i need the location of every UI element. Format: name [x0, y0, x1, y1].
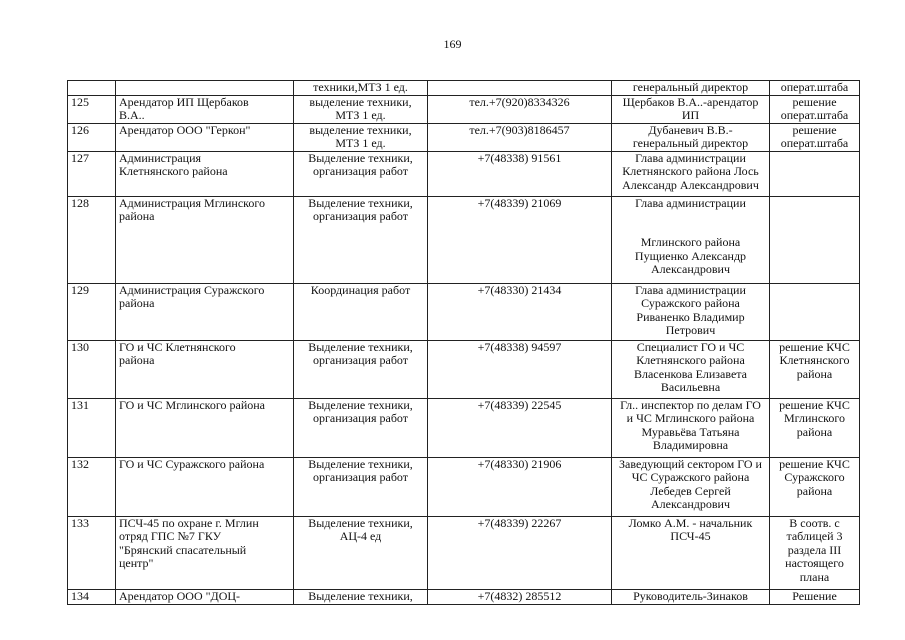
cell-line: центр" — [119, 556, 154, 570]
cell-organization — [116, 151, 294, 196]
cell-line: ПСЧ-45 — [670, 529, 711, 543]
cell-line: ГО и ЧС Мглинского района — [119, 398, 266, 412]
cell-phone — [428, 457, 612, 516]
cell-line: района — [119, 209, 155, 223]
cell-text: +7(48339) 22267 — [477, 516, 562, 530]
cell-responsible — [612, 516, 770, 589]
cell-responsible — [612, 457, 770, 516]
cell-line: выделение техники, — [309, 95, 412, 109]
cell-phone — [428, 95, 612, 123]
cell-line: ГО и ЧС Клетнянского — [119, 340, 236, 354]
cell-number — [68, 123, 116, 151]
cell-responsible — [612, 123, 770, 151]
cell-line: района — [796, 424, 833, 439]
cell-line: Выделение техники, — [308, 151, 413, 165]
cell-text: +7(48339) 21069 — [477, 196, 562, 210]
cell-line: решение КЧС — [779, 340, 850, 354]
cell-basis — [770, 123, 860, 151]
cell-line — [773, 284, 856, 297]
cell-work-type — [294, 123, 428, 151]
cell-text: +7(48338) 94597 — [477, 340, 562, 354]
cell-number — [68, 398, 116, 457]
cell-work-type — [294, 457, 428, 516]
cell-responsible — [612, 151, 770, 196]
cell-organization — [116, 81, 294, 96]
cell-line: Александрович — [651, 262, 730, 276]
cell-line: района — [119, 353, 155, 367]
cell-organization — [116, 340, 294, 398]
cell-work-type — [294, 589, 428, 604]
cell-line: Специалист ГО и ЧС — [636, 340, 745, 354]
cell-line: Администрация Мглинского — [119, 196, 266, 210]
cell-line: района — [796, 366, 833, 381]
cell-basis — [770, 283, 860, 340]
cell-line: Власенкова Елизавета — [633, 366, 748, 381]
cell-phone — [428, 589, 612, 604]
cell-line: организация работ — [312, 209, 409, 223]
cell-basis — [770, 151, 860, 196]
cell-text: +7(48330) 21434 — [477, 283, 562, 297]
cell-text: +7(4832) 285512 — [477, 589, 562, 603]
cell-line: решение КЧС — [779, 398, 850, 412]
cell-line: Выделение техники, — [308, 398, 413, 412]
cell-line: Гл.. инспектор по делам ГО — [620, 398, 761, 412]
cell-work-type — [294, 95, 428, 123]
cell-text: 133 — [71, 516, 89, 530]
cell-line: Мглинского — [784, 411, 845, 425]
cell-line: плана — [799, 569, 830, 584]
table-row — [68, 95, 860, 123]
cell-line: раздела III — [787, 542, 842, 557]
cell-basis — [770, 457, 860, 516]
cell-number — [68, 81, 116, 96]
cell-text: 130 — [71, 340, 89, 354]
cell-line: Ломко А.М. - начальник — [628, 516, 753, 530]
cell-line: Администрация Суражского — [119, 283, 265, 297]
cell-text: тел.+7(903)8186457 — [469, 123, 570, 137]
cell-line: и ЧС Мглинского района — [626, 411, 755, 425]
cell-number — [68, 95, 116, 123]
cell-basis — [770, 589, 860, 604]
table-body — [68, 81, 860, 605]
cell-line: Мглинского района — [640, 235, 741, 249]
cell-line: Выделение техники, — [308, 516, 413, 530]
cell-number — [68, 151, 116, 196]
cell-line: Суражского — [784, 470, 845, 484]
cell-line: Щербаков В.А..-арендатор — [622, 95, 759, 109]
table-row — [68, 516, 860, 589]
cell-line: операт.штаба — [780, 108, 849, 122]
table-row — [68, 457, 860, 516]
cell-work-type — [294, 516, 428, 589]
cell-line: Клетнянского — [779, 353, 850, 367]
cell-work-type — [294, 283, 428, 340]
cell-phone — [428, 283, 612, 340]
cell-line: Пущиенко Александр — [634, 248, 747, 263]
cell-line: АЦ-4 ед — [339, 529, 382, 543]
cell-line — [773, 152, 856, 165]
table-row — [68, 151, 860, 196]
cell-text: 127 — [71, 151, 89, 165]
cell-line: решение — [792, 95, 837, 109]
table-row — [68, 398, 860, 457]
cell-responsible — [612, 589, 770, 604]
cell-line: ИП — [681, 108, 700, 122]
cell-line: Выделение техники, — [308, 457, 413, 471]
cell-line: Суражского района — [641, 296, 740, 310]
cell-line: Арендатор ООО "Геркон" — [119, 123, 251, 137]
cell-line: Лебедев Сергей — [650, 483, 731, 498]
cell-organization — [116, 516, 294, 589]
cell-line: Заведующий сектором ГО и — [619, 457, 762, 471]
cell-line: Арендатор ООО "ДОЦ- — [119, 589, 241, 603]
cell-line: операт.штаба — [780, 80, 849, 94]
cell-number — [68, 340, 116, 398]
cell-organization — [116, 589, 294, 604]
cell-line: В.А.. — [119, 108, 145, 122]
cell-responsible — [612, 340, 770, 398]
cell-text: 131 — [71, 398, 89, 412]
cell-line: МТЗ 1 ед. — [335, 136, 386, 150]
cell-number — [68, 589, 116, 604]
cell-line: организация работ — [312, 164, 409, 178]
cell-line: Петрович — [665, 323, 716, 337]
cell-line: таблицей 3 — [786, 529, 843, 543]
cell-line: Риваненко Владимир — [636, 309, 745, 324]
cell-line: ГО и ЧС Суражского района — [119, 457, 265, 471]
cell-phone — [428, 196, 612, 283]
cell-organization — [116, 95, 294, 123]
cell-text: тел.+7(920)8334326 — [469, 95, 570, 109]
cell-number — [68, 457, 116, 516]
cell-line: Руководитель-Зинаков — [633, 589, 748, 603]
cell-line: Глава администрации — [635, 151, 746, 165]
cell-line: Глава администрации — [635, 196, 746, 210]
cell-work-type — [294, 196, 428, 283]
cell-work-type — [294, 398, 428, 457]
cell-number — [68, 196, 116, 283]
cell-number — [68, 516, 116, 589]
table-row — [68, 340, 860, 398]
cell-line: МТЗ 1 ед. — [335, 108, 386, 122]
cell-line: района — [119, 296, 155, 310]
cell-text: 134 — [71, 589, 89, 603]
cell-organization — [116, 123, 294, 151]
cell-text: +7(48339) 22545 — [477, 398, 562, 412]
cell-line — [119, 81, 290, 94]
table-row — [68, 123, 860, 151]
cell-line: Александрович — [651, 497, 730, 511]
cell-phone — [428, 123, 612, 151]
cell-line: Владимировна — [652, 438, 729, 452]
cell-organization — [116, 283, 294, 340]
cell-phone — [428, 398, 612, 457]
cell-line: Клетнянского района Лось — [622, 164, 759, 178]
cell-text: +7(48330) 21906 — [477, 457, 562, 471]
cell-phone — [428, 340, 612, 398]
cell-text: 132 — [71, 457, 89, 471]
cell-line: организация работ — [312, 411, 409, 425]
cell-line — [773, 197, 856, 210]
page-number: 169 — [443, 37, 462, 51]
cell-basis — [770, 196, 860, 283]
resources-table — [67, 80, 860, 605]
cell-line: Координация работ — [310, 283, 411, 297]
table-row — [68, 81, 860, 96]
cell-line: "Брянский спасательный — [119, 542, 247, 557]
table-row — [68, 196, 860, 283]
cell-line: техники,МТЗ 1 ед. — [313, 80, 408, 94]
cell-line: ПСЧ-45 по охране г. Мглин — [119, 516, 259, 530]
cell-work-type — [294, 151, 428, 196]
cell-number — [68, 283, 116, 340]
cell-line: настоящего — [785, 556, 844, 570]
cell-basis — [770, 516, 860, 589]
cell-line: Клетнянского района — [119, 164, 228, 178]
cell-line: Александр Александрович — [622, 177, 759, 192]
cell-line: генеральный директор — [632, 136, 749, 150]
cell-line: В соотв. с — [789, 516, 840, 530]
cell-line: генеральный директор — [632, 80, 749, 94]
cell-responsible — [612, 196, 770, 283]
cell-line: Дубаневич В.В.- — [648, 123, 733, 137]
cell-responsible — [612, 398, 770, 457]
cell-organization — [116, 196, 294, 283]
cell-line: отряд ГПС №7 ГКУ — [119, 529, 222, 543]
cell-line: решение КЧС — [779, 457, 850, 471]
cell-line: ЧС Суражского района — [631, 470, 750, 484]
cell-line: Глава администрации — [635, 283, 746, 297]
cell-work-type — [294, 81, 428, 96]
cell-text: 125 — [71, 95, 89, 109]
cell-line: выделение техники, — [309, 123, 412, 137]
cell-phone — [428, 81, 612, 96]
cell-line — [615, 210, 766, 223]
cell-line: Арендатор ИП Щербаков — [119, 95, 249, 109]
cell-text: +7(48338) 91561 — [477, 151, 562, 165]
cell-line: Выделение техники, — [308, 340, 413, 354]
cell-line: решение — [792, 123, 837, 137]
table-row — [68, 283, 860, 340]
cell-basis — [770, 95, 860, 123]
cell-line: Выделение техники, — [308, 196, 413, 210]
cell-phone — [428, 516, 612, 589]
cell-line: организация работ — [312, 470, 409, 484]
cell-work-type — [294, 340, 428, 398]
table-row — [68, 589, 860, 604]
cell-organization — [116, 457, 294, 516]
cell-text: 129 — [71, 283, 89, 297]
cell-line: Администрация — [119, 151, 202, 165]
cell-line: района — [796, 483, 833, 498]
cell-text: 126 — [71, 123, 89, 137]
cell-text: 128 — [71, 196, 89, 210]
cell-responsible — [612, 81, 770, 96]
cell-line: Решение — [792, 589, 837, 603]
cell-phone — [428, 151, 612, 196]
cell-line: Выделение техники, — [308, 589, 413, 603]
cell-basis — [770, 398, 860, 457]
cell-organization — [116, 398, 294, 457]
cell-line: Клетнянского района — [636, 353, 745, 367]
cell-line: организация работ — [312, 353, 409, 367]
cell-line: операт.штаба — [780, 136, 849, 150]
cell-line: Муравьёва Татьяна — [641, 424, 740, 439]
cell-line: Васильевна — [660, 380, 721, 394]
cell-responsible — [612, 95, 770, 123]
cell-basis — [770, 81, 860, 96]
cell-basis — [770, 340, 860, 398]
cell-responsible — [612, 283, 770, 340]
